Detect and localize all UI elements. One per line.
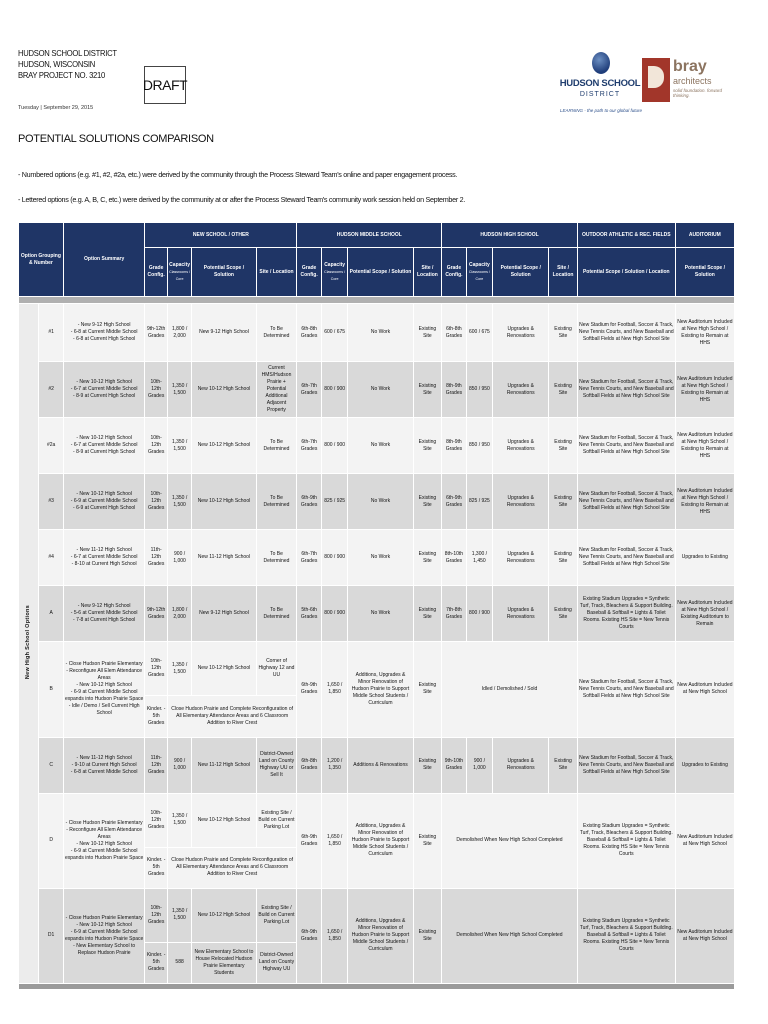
middle-school-scope: No Work: [348, 586, 413, 642]
note-lettered-options: - Lettered options (e.g. A, B, C, etc.) were derived by the community at or after the Process Steward Team's community work session held on September 2.: [18, 195, 466, 204]
new-school-site: Existing Site / Build on Current Parking Lot: [256, 888, 297, 942]
new-school-scope: New 9-12 High School: [192, 586, 256, 642]
middle-school-capacity: 825 / 925: [321, 474, 348, 530]
table-row: [19, 642, 735, 696]
high-school-capacity: 800 / 900: [466, 586, 493, 642]
hudson-school-district-logo: [558, 52, 642, 122]
option-group-text: New High School Options: [25, 604, 32, 679]
middle-school-capacity: 1,650 / 1,850: [321, 888, 348, 983]
option-number: #2a: [39, 418, 63, 474]
auditorium-scope: New Auditorium Included at New High School: [675, 888, 734, 983]
option-summary: - New 9-12 High School - 6-8 at Current Middle School - 6-8 at Current High School: [63, 304, 145, 362]
high-school-site: Existing Site: [549, 586, 578, 642]
globe-icon: [592, 52, 610, 74]
auditorium-scope: New Auditorium Included at New High School: [675, 642, 734, 738]
auditorium-scope: Upgrades to Existing: [675, 530, 734, 586]
middle-school-site: Existing Site: [413, 737, 442, 793]
hudson-logo-name: HUDSON SCHOOL: [559, 78, 641, 89]
bray-logo-name: bray: [673, 58, 707, 75]
auditorium-scope: New Auditorium Included at New High School: [675, 793, 734, 888]
high-school-scope: Upgrades & Renovations: [493, 418, 549, 474]
new-school-grade-secondary: Kinder. - 5th Grades: [145, 696, 167, 738]
middle-school-site: Existing Site: [413, 362, 442, 418]
new-school-scope-secondary: New Elementary School to House Relocated Hudson Prairie Elementary Students: [192, 942, 256, 983]
middle-school-scope: Additions, Upgrades & Minor Renovation of Hudson Prairie to Support Middle School Students / Curriculum: [348, 793, 413, 888]
auditorium-scope: New Auditorium Included at New High School / Existing to Remain at HHS: [675, 474, 734, 530]
subheader-capacity: Capacity Classrooms / Core: [167, 248, 191, 297]
middle-school-capacity: 1,650 / 1,850: [321, 793, 348, 888]
middle-school-grade: 6th-9th Grades: [297, 642, 321, 738]
new-school-scope: New 10-12 High School: [192, 362, 256, 418]
middle-school-grade: 5th-6th Grades: [297, 586, 321, 642]
middle-school-capacity: 800 / 900: [321, 586, 348, 642]
athletic-fields-scope: New Stadium for Football, Soccer & Track, New Tennis Courts, and New Baseball and Softball Fields at New High School Site: [577, 304, 675, 362]
high-school-capacity: 600 / 675: [466, 304, 493, 362]
new-school-capacity: 900 / 1,000: [167, 530, 191, 586]
subheader-site: Site / Location: [549, 248, 578, 297]
new-school-grade: 11th-12th Grades: [145, 530, 167, 586]
table-row: [19, 418, 735, 474]
subheader-grade: Grade Config.: [442, 248, 466, 297]
high-school-scope: Upgrades & Renovations: [493, 586, 549, 642]
high-school-status: Demolished When New High School Completed: [442, 793, 578, 888]
auditorium-scope: New Auditorium Included at New High School / Existing to Remain at HHS: [675, 304, 734, 362]
subheader-auditorium-scope: Potential Scope / Solution: [675, 248, 734, 297]
high-school-capacity: 825 / 925: [466, 474, 493, 530]
new-school-grade: 9th-12th Grades: [145, 304, 167, 362]
option-summary: - New 11-12 High School - 9-10 at Current High School - 6-8 at Current Middle School: [63, 737, 145, 793]
athletic-fields-scope: New Stadium for Football, Soccer & Track, New Tennis Courts, and New Baseball and Softball Fields at New High School Site: [577, 530, 675, 586]
header-option-summary: Option Summary: [63, 223, 145, 297]
project-number: BRAY PROJECT NO. 3210: [18, 70, 106, 80]
new-school-grade-secondary: Kinder. - 5th Grades: [145, 942, 167, 983]
middle-school-site: Existing Site: [413, 304, 442, 362]
middle-school-scope: No Work: [348, 530, 413, 586]
middle-school-capacity: 1,650 / 1,850: [321, 642, 348, 738]
subheader-scope: Potential Scope / Solution: [493, 248, 549, 297]
athletic-fields-scope: New Stadium for Football, Soccer & Track, New Tennis Courts, and New Baseball and Softball Fields at New High School Site: [577, 418, 675, 474]
new-school-capacity: 1,350 / 1,500: [167, 642, 191, 696]
district-name: HUDSON SCHOOL DISTRICT: [18, 48, 117, 58]
district-location: HUDSON, WISCONSIN: [18, 59, 96, 69]
option-group-label: [19, 304, 39, 984]
high-school-site: Existing Site: [549, 530, 578, 586]
header-new-school: NEW SCHOOL / OTHER: [145, 223, 297, 248]
option-summary: - Close Hudson Prairie Elementary - New 10-12 High School - 6-9 at Current Middle School expands into Hudson Prairie Space - New Elementary School to Replace Hudson Prairie: [63, 888, 145, 983]
new-school-site: District-Owned Land on County Highway UU or Sell It: [256, 737, 297, 793]
new-school-site: To Be Determined: [256, 304, 297, 362]
option-number: #2: [39, 362, 63, 418]
athletic-fields-scope: Existing Stadium Upgrades = Synthetic Turf, Track, Bleachers & Support Building. Baseball & Softball = Lights & Toilet Rooms. Existing HS Site = New Tennis Courts: [577, 793, 675, 888]
middle-school-scope: Additions, Upgrades & Minor Renovation of Hudson Prairie to Support Middle School Students / Curriculum: [348, 888, 413, 983]
option-number: #1: [39, 304, 63, 362]
middle-school-grade: 6th-9th Grades: [297, 474, 321, 530]
middle-school-site: Existing Site: [413, 642, 442, 738]
table-row: [19, 793, 735, 847]
new-school-grade: 10th-12th Grades: [145, 888, 167, 942]
middle-school-grade: 6th-7th Grades: [297, 362, 321, 418]
new-school-site: To Be Determined: [256, 418, 297, 474]
new-school-scope: New 10-12 High School: [192, 418, 256, 474]
new-school-capacity-secondary: 588: [167, 942, 191, 983]
new-school-scope: New 10-12 High School: [192, 888, 256, 942]
middle-school-site: Existing Site: [413, 474, 442, 530]
option-number: #3: [39, 474, 63, 530]
new-school-site: Current HMS/Hudson Prairie + Potential Additional Adjacent Property: [256, 362, 297, 418]
middle-school-capacity: 800 / 900: [321, 530, 348, 586]
new-school-capacity: 1,800 / 2,000: [167, 586, 191, 642]
option-summary: - Close Hudson Prairie Elementary - Reconfigure All Elem Attendance Areas - New 10-12 High School - 6-9 at Current Middle School expands into Hudson Prairie Space - Idle / Demo / Sell Current High School: [63, 642, 145, 738]
new-school-site-secondary: District-Owned Land on County Highway UU: [256, 942, 297, 983]
high-school-grade: 9th-10th Grades: [442, 737, 466, 793]
new-school-site: To Be Determined: [256, 474, 297, 530]
comparison-table: [18, 222, 735, 990]
option-summary: - New 9-12 High School - 5-6 at Current Middle School - 7-8 at Current High School: [63, 586, 145, 642]
header-block: [18, 48, 117, 81]
middle-school-scope: No Work: [348, 362, 413, 418]
middle-school-site: Existing Site: [413, 418, 442, 474]
bray-logo-sub: architects: [673, 76, 712, 86]
new-school-scope: New 10-12 High School: [192, 642, 256, 696]
option-summary: - New 10-12 High School - 6-7 at Current Middle School - 8-9 at Current High School: [63, 362, 145, 418]
new-school-site: Corner of Highway 12 and UU: [256, 642, 297, 696]
new-school-grade-secondary: Kinder. - 5th Grades: [145, 847, 167, 888]
new-school-grade: 9th-12th Grades: [145, 586, 167, 642]
middle-school-capacity: 800 / 900: [321, 418, 348, 474]
option-number: D: [39, 793, 63, 888]
new-school-elementary-reconfiguration: Close Hudson Prairie and Complete Reconfiguration of All Elementary Attendance Areas and 6 Classroom Addition to River Crest: [167, 696, 297, 738]
table-row: [19, 362, 735, 418]
middle-school-grade: 6th-9th Grades: [297, 888, 321, 983]
middle-school-site: Existing Site: [413, 793, 442, 888]
middle-school-grade: 6th-7th Grades: [297, 530, 321, 586]
high-school-capacity: 850 / 950: [466, 362, 493, 418]
table-bottom-rule: [19, 983, 735, 989]
high-school-site: Existing Site: [549, 418, 578, 474]
high-school-site: Existing Site: [549, 737, 578, 793]
high-school-grade: 6th-8th Grades: [442, 304, 466, 362]
subheader-site: Site / Location: [256, 248, 297, 297]
auditorium-scope: New Auditorium Included at New High School / Existing to Remain at HHS: [675, 418, 734, 474]
subheader-grade: Grade Config.: [145, 248, 167, 297]
middle-school-site: Existing Site: [413, 586, 442, 642]
option-number: B: [39, 642, 63, 738]
subheader-capacity: Capacity Classrooms / Core: [321, 248, 348, 297]
high-school-grade: 8th-9th Grades: [442, 362, 466, 418]
auditorium-scope: Upgrades to Existing: [675, 737, 734, 793]
header-middle-school: HUDSON MIDDLE SCHOOL: [297, 223, 442, 248]
new-school-scope: New 10-12 High School: [192, 474, 256, 530]
hudson-logo-district: DISTRICT: [579, 91, 621, 98]
table-row: [19, 737, 735, 793]
middle-school-grade: 6th-7th Grades: [297, 418, 321, 474]
athletic-fields-scope: New Stadium for Football, Soccer & Track, New Tennis Courts, and New Baseball and Softball Fields at New High School Site: [577, 642, 675, 738]
subheader-capacity: Capacity Classrooms / Core: [466, 248, 493, 297]
new-school-capacity: 1,350 / 1,500: [167, 362, 191, 418]
new-school-scope: New 10-12 High School: [192, 793, 256, 847]
new-school-scope: New 9-12 High School: [192, 304, 256, 362]
new-school-grade: 10th-12th Grades: [145, 474, 167, 530]
high-school-capacity: 1,300 / 1,450: [466, 530, 493, 586]
new-school-scope: New 11-12 High School: [192, 737, 256, 793]
new-school-grade: 10th-12th Grades: [145, 642, 167, 696]
middle-school-scope: No Work: [348, 474, 413, 530]
new-school-grade: 10th-12th Grades: [145, 362, 167, 418]
middle-school-scope: Additions, Upgrades & Minor Renovation of Hudson Prairie to Support Middle School Students / Curriculum: [348, 642, 413, 738]
auditorium-scope: New Auditorium Included at New High School / Existing to Remain at HHS: [675, 362, 734, 418]
option-summary: - New 10-12 High School - 6-9 at Current Middle School - 6-9 at Current High School: [63, 474, 145, 530]
middle-school-grade: 6th-8th Grades: [297, 304, 321, 362]
new-school-site: To Be Determined: [256, 530, 297, 586]
high-school-site: Existing Site: [549, 474, 578, 530]
middle-school-grade: 6th-9th Grades: [297, 793, 321, 888]
header-fields: OUTDOOR ATHLETIC & REC. FIELDS: [577, 223, 675, 248]
option-summary: - New 11-12 High School - 6-7 at Current Middle School - 8-10 at Current High School: [63, 530, 145, 586]
subheader-site: Site / Location: [413, 248, 442, 297]
draft-stamp: DRAFT: [144, 66, 186, 104]
middle-school-scope: No Work: [348, 304, 413, 362]
high-school-status: Idled / Demolished / Sold: [442, 642, 578, 738]
note-numbered-options: - Numbered options (e.g. #1, #2, #2a, etc.) were derived by the community through the Process Steward Team's online and paper engagement process.: [18, 170, 458, 179]
new-school-site: To Be Determined: [256, 586, 297, 642]
header-high-school: HUDSON HIGH SCHOOL: [442, 223, 578, 248]
high-school-scope: Upgrades & Renovations: [493, 362, 549, 418]
high-school-capacity: 900 / 1,000: [466, 737, 493, 793]
middle-school-capacity: 1,200 / 1,350: [321, 737, 348, 793]
high-school-capacity: 850 / 950: [466, 418, 493, 474]
hudson-logo-tagline: LEARNING - the path to our global future: [560, 108, 643, 113]
athletic-fields-scope: Existing Stadium Upgrades = Synthetic Turf, Track, Bleachers & Support Building. Baseball & Softball = Lights & Toilet Rooms. Existing HS Site = New Tennis Courts: [577, 586, 675, 642]
bray-logo-tagline: solid foundation. forward thinking.: [673, 88, 723, 98]
option-number: D1: [39, 888, 63, 983]
middle-school-capacity: 800 / 900: [321, 362, 348, 418]
high-school-scope: Upgrades & Renovations: [493, 304, 549, 362]
header-option-grouping: Option Grouping & Number: [19, 223, 64, 297]
high-school-grade: 7th-8th Grades: [442, 586, 466, 642]
new-school-capacity: 1,350 / 1,500: [167, 888, 191, 942]
option-number: C: [39, 737, 63, 793]
athletic-fields-scope: New Stadium for Football, Soccer & Track, New Tennis Courts, and New Baseball and Softball Fields at New High School Site: [577, 474, 675, 530]
document-date: Tuesday | September 29, 2015: [18, 105, 94, 111]
new-school-grade: 10th-12th Grades: [145, 793, 167, 847]
table-row: [19, 474, 735, 530]
auditorium-scope: New Auditorium Included at New High School / Existing Auditorium to Remain: [675, 586, 734, 642]
new-school-capacity: 1,350 / 1,500: [167, 474, 191, 530]
middle-school-scope: No Work: [348, 418, 413, 474]
page-title: POTENTIAL SOLUTIONS COMPARISON: [18, 133, 214, 145]
new-school-grade: 10th-12th Grades: [145, 418, 167, 474]
middle-school-scope: Additions & Renovations: [348, 737, 413, 793]
subheader-scope: Potential Scope / Solution: [348, 248, 413, 297]
header-spacer: [19, 297, 735, 304]
high-school-grade: 6th-9th Grades: [442, 474, 466, 530]
high-school-scope: Upgrades & Renovations: [493, 530, 549, 586]
middle-school-site: Existing Site: [413, 888, 442, 983]
table-row: [19, 530, 735, 586]
new-school-grade: 11th-12th Grades: [145, 737, 167, 793]
subheader-scope: Potential Scope / Solution: [192, 248, 256, 297]
high-school-status: Demolished When New High School Completed: [442, 888, 578, 983]
middle-school-site: Existing Site: [413, 530, 442, 586]
high-school-site: Existing Site: [549, 362, 578, 418]
new-school-site: Existing Site / Build on Current Parking Lot: [256, 793, 297, 847]
table-row: [19, 304, 735, 362]
new-school-capacity: 900 / 1,000: [167, 737, 191, 793]
table-row: [19, 888, 735, 942]
bray-architects-logo: [642, 54, 738, 116]
subheader-grade: Grade Config.: [297, 248, 321, 297]
subheader-fields-scope: Potential Scope / Solution / Location: [577, 248, 675, 297]
new-school-capacity: 1,800 / 2,000: [167, 304, 191, 362]
header-auditorium: AUDITORIUM: [675, 223, 734, 248]
athletic-fields-scope: Existing Stadium Upgrades = Synthetic Turf, Track, Bleachers & Support Building. Baseball & Softball = Lights & Toilet Rooms. Existing HS Site = New Tennis Courts: [577, 888, 675, 983]
new-school-elementary-reconfiguration: Close Hudson Prairie and Complete Reconfiguration of All Elementary Attendance Areas and 6 Classroom Addition to River Crest: [167, 847, 297, 888]
high-school-scope: Upgrades & Renovations: [493, 737, 549, 793]
middle-school-grade: 6th-8th Grades: [297, 737, 321, 793]
option-number: #4: [39, 530, 63, 586]
option-number: A: [39, 586, 63, 642]
option-summary: - New 10-12 High School - 6-7 at Current Middle School - 8-9 at Current High School: [63, 418, 145, 474]
high-school-site: Existing Site: [549, 304, 578, 362]
new-school-scope: New 11-12 High School: [192, 530, 256, 586]
table-row: [19, 586, 735, 642]
athletic-fields-scope: New Stadium for Football, Soccer & Track, New Tennis Courts, and New Baseball and Softball Fields at New High School Site: [577, 362, 675, 418]
option-summary: - Close Hudson Prairie Elementary - Reconfigure All Elem Attendance Areas - New 10-12 High School - 6-9 at Current Middle School expands into Hudson Prairie Space: [63, 793, 145, 888]
high-school-grade: 8th-9th Grades: [442, 418, 466, 474]
new-school-capacity: 1,350 / 1,500: [167, 793, 191, 847]
athletic-fields-scope: New Stadium for Football, Soccer & Track, New Tennis Courts, and New Baseball and Softball Fields at New High School Site: [577, 737, 675, 793]
high-school-scope: Upgrades & Renovations: [493, 474, 549, 530]
high-school-grade: 8th-10th Grades: [442, 530, 466, 586]
new-school-capacity: 1,350 / 1,500: [167, 418, 191, 474]
middle-school-capacity: 600 / 675: [321, 304, 348, 362]
